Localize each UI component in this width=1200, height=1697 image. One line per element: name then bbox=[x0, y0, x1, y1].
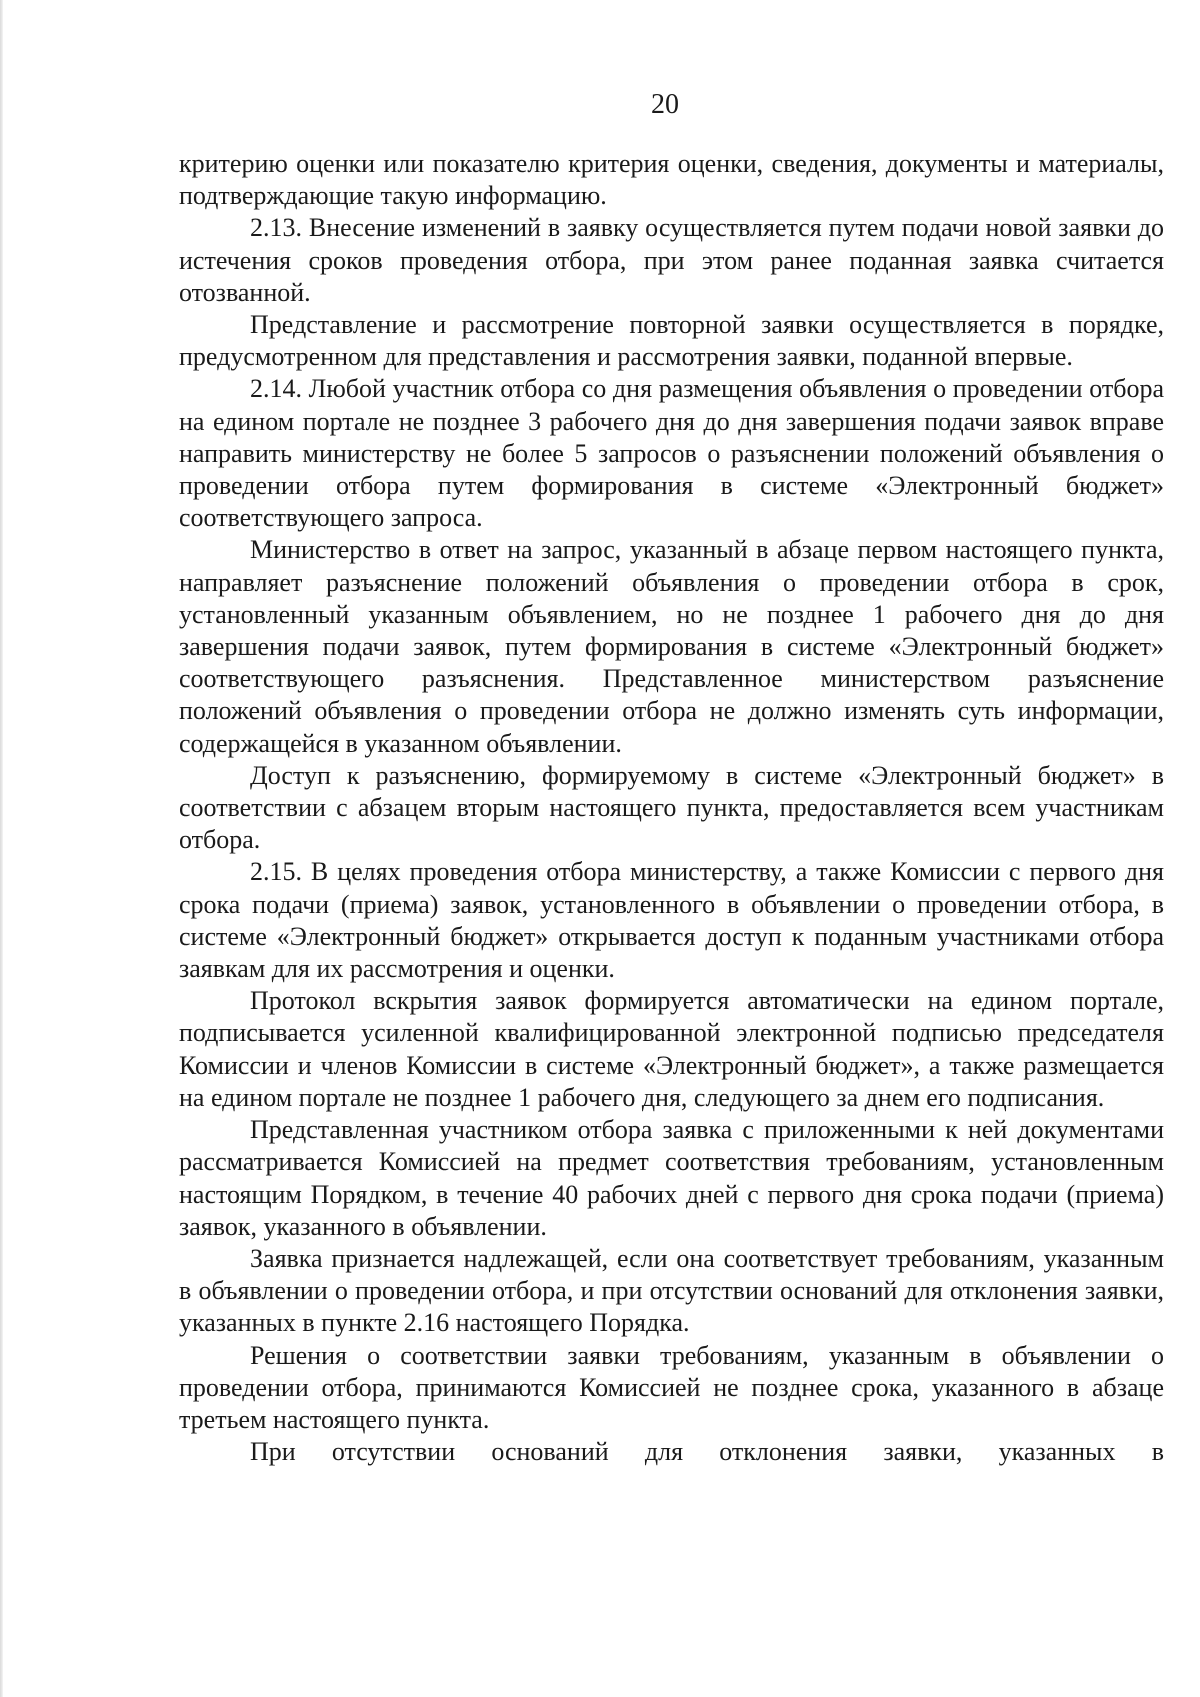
paragraph-application-review: Представленная участником отбора заявка с приложенными к ней документами рассматривается Комиссией на предмет соответствия требованиям, установленным настоящим Порядком, в течение 40 рабочих дней с первого дня срока подачи (приема) заявок, указанного в объявлении. bbox=[179, 1115, 1164, 1241]
scan-edge-shadow bbox=[0, 0, 3, 1697]
paragraph-compliance-decision: Решения о соответствии заявки требованиям, указанным в объявлении о проведении отбора, принимаются Комиссией не позднее срока, указанного в абзаце третьем настоящего пункта. bbox=[179, 1340, 1164, 1434]
paragraph-proper-application: Заявка признается надлежащей, если она соответствует требованиям, указанным в объявлении о проведении отбора, и при отсутствии оснований для отклонения заявки, указанных в пункте 2.16 настоящего Порядка. bbox=[179, 1243, 1164, 1338]
paragraph-ministry-response: Министерство в ответ на запрос, указанный в абзаце первом настоящего пункта, направляет разъяснение положений объявления о проведении отбора в срок, установленный указанным объявлением, но не позднее 1 рабочего дня до дня завершения подачи заявок, путем формирования в системе «Электронный бюджет» соответствующего разъяснения. Представленное министерством разъяснение положений объявления о проведении отбора не должно изменять суть информации, содержащейся в указанном объявлении. bbox=[179, 535, 1164, 758]
paragraph-repeat-application: Представление и рассмотрение повторной заявки осуществляется в порядке, предусмотренном для представления и рассмотрения заявки, поданной впервые. bbox=[179, 310, 1164, 372]
paragraph-continuation: критерию оценки или показателю критерия оценки, сведения, документы и материалы, подтверждающие такую информацию. bbox=[179, 149, 1164, 211]
paragraph-2-13: 2.13. Внесение изменений в заявку осуществляется путем подачи новой заявки до истечения сроков проведения отбора, при этом ранее поданная заявка считается отозванной. bbox=[179, 213, 1164, 307]
paragraph-opening-protocol: Протокол вскрытия заявок формируется автоматически на едином портале, подписывается усиленной квалифицированной электронной подписью председателя Комиссии и членов Комиссии в системе «Электронный бюджет», а также размещается на едином портале не позднее 1 рабочего дня, следующего за днем его подписания. bbox=[179, 986, 1164, 1112]
paragraph-2-15: 2.15. В целях проведения отбора министерству, а также Комиссии с первого дня срока подачи (приема) заявок, установленного в объявлении о проведении отбора, в системе «Электронный бюджет» открывается доступ к поданным участниками отбора заявкам для их рассмотрения и оценки. bbox=[179, 857, 1164, 984]
document-body bbox=[179, 148, 1164, 1468]
paragraph-2-14: 2.14. Любой участник отбора со дня размещения объявления о проведении отбора на едином портале не позднее 3 рабочего дня до дня завершения подачи заявок вправе направить министерству не более 5 запросов о разъяснении положений объявления о проведении отбора путем формирования в системе «Электронный бюджет» соответствующего запроса. bbox=[179, 374, 1164, 533]
page-number: 20 bbox=[651, 89, 679, 120]
paragraph-no-rejection-grounds: При отсутствии оснований для отклонения заявки, указанных в bbox=[250, 1437, 1164, 1467]
paragraph-clarification-access: Доступ к разъяснению, формируемому в системе «Электронный бюджет» в соответствии с абзацем вторым настоящего пункта, предоставляется всем участникам отбора. bbox=[179, 760, 1164, 855]
